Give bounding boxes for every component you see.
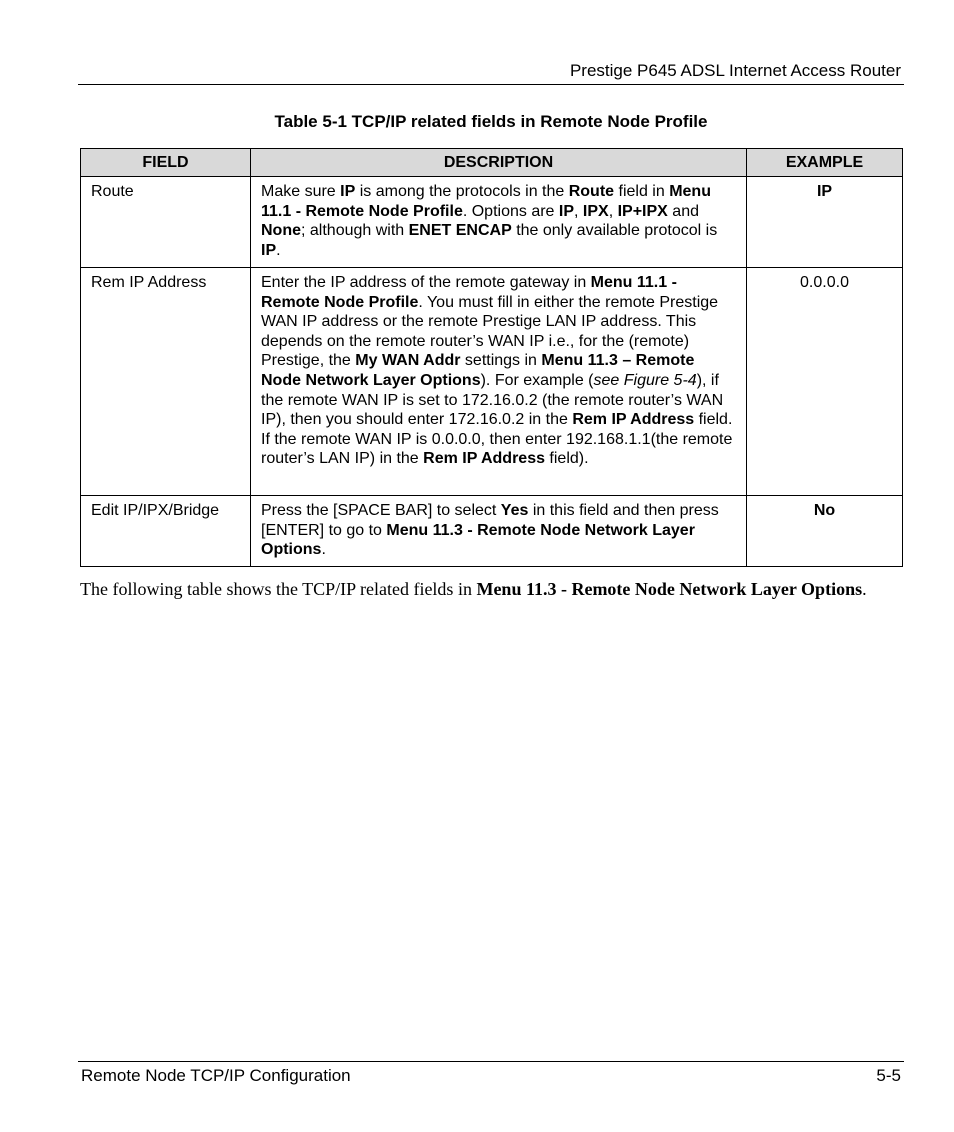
text-run: ; although with — [301, 222, 409, 240]
text-run: ). For example ( — [480, 371, 594, 389]
text-run: ), if the remote WAN IP is set to 172.16.0.2 (the remote router’s WAN IP), then you should enter 172.16.0.2 in the — [261, 371, 724, 429]
text-run: Menu 11.3 - Remote Node Network Layer Options — [476, 579, 863, 599]
text-run: My WAN Addr — [355, 352, 461, 370]
example-cell: No — [747, 496, 903, 567]
text-run: . — [862, 579, 867, 599]
text-run: see Figure 5-4 — [593, 371, 697, 389]
text-run: IP — [340, 183, 356, 200]
text-run: IP — [558, 202, 575, 220]
fields-table — [80, 148, 903, 567]
document-title: Prestige P645 ADSL Internet Access Router — [569, 61, 901, 80]
intro-paragraph — [80, 575, 880, 603]
text-run: Enter the IP address of the remote gateway in — [261, 274, 591, 291]
description-cell — [251, 496, 747, 567]
field-name-cell: Edit IP/IPX/Bridge — [81, 496, 251, 567]
table-header-row — [81, 149, 903, 177]
text-run: Yes — [500, 502, 529, 519]
text-run: field. If the remote WAN IP is 0.0.0.0, then enter 192.168.1.1(the remote router’s LAN IP) in the — [261, 411, 733, 468]
text-run: , — [574, 202, 583, 220]
text-run: Press the [SPACE BAR] to select — [261, 502, 501, 519]
column-header-field: FIELD — [81, 149, 251, 177]
text-run: in this field and then press [ENTER] to go to — [261, 502, 719, 539]
column-header-example: EXAMPLE — [747, 149, 903, 177]
text-run: and — [667, 202, 699, 220]
field-name-cell: Route — [81, 177, 251, 268]
column-header-description: DESCRIPTION — [251, 149, 747, 177]
text-run: Route — [568, 183, 615, 200]
text-run: . — [276, 241, 281, 259]
description-cell — [251, 268, 747, 496]
example-cell: 0.0.0.0 — [747, 268, 903, 496]
page-footer — [78, 1061, 904, 1085]
text-run: The following table shows the TCP/IP related fields in — [80, 579, 477, 599]
text-run: field). — [544, 450, 589, 468]
text-run: Menu 11.1 - Remote Node Profile — [261, 274, 677, 311]
text-run: Rem IP Address — [572, 411, 695, 429]
footer-page-number: 5-5 — [876, 1066, 901, 1085]
text-run: None — [261, 222, 301, 240]
text-run: the only available protocol is — [511, 222, 718, 240]
text-run: Menu 11.1 - Remote Node Profile — [261, 183, 711, 220]
text-run: Make sure — [261, 183, 341, 200]
text-run: IPX — [582, 202, 609, 220]
text-run: , — [608, 202, 618, 220]
text-run: settings in — [460, 352, 542, 370]
example-cell: IP — [747, 177, 903, 268]
description-cell — [251, 177, 747, 268]
text-run: ENET ENCAP — [408, 222, 512, 240]
table-row — [81, 268, 903, 496]
field-name-cell: Rem IP Address — [81, 268, 251, 496]
text-run: Menu 11.3 – Remote Node Network Layer Options — [261, 352, 695, 389]
footer-section-title: Remote Node TCP/IP Configuration — [81, 1066, 351, 1085]
table-caption: Table 5-1 TCP/IP related fields in Remote Node Profile — [274, 112, 708, 131]
text-run: . — [321, 541, 326, 559]
text-run: field in — [614, 183, 670, 200]
text-run: Rem IP Address — [423, 450, 545, 468]
page-header — [78, 60, 904, 85]
text-run: Menu 11.3 - Remote Node Network Layer Options — [261, 521, 695, 559]
text-run: . Options are — [462, 202, 559, 220]
text-run: . You must fill in either the remote Prestige WAN IP address or the remote Prestige LAN IP address. This depends on the remote router’s WAN IP i.e., for the (remote) Prestige, the — [261, 293, 719, 370]
text-run: is among the protocols in the — [355, 183, 569, 200]
table-row — [81, 496, 903, 567]
table-row — [81, 177, 903, 268]
text-run: IP — [261, 241, 277, 259]
text-run: IP+IPX — [617, 202, 668, 220]
